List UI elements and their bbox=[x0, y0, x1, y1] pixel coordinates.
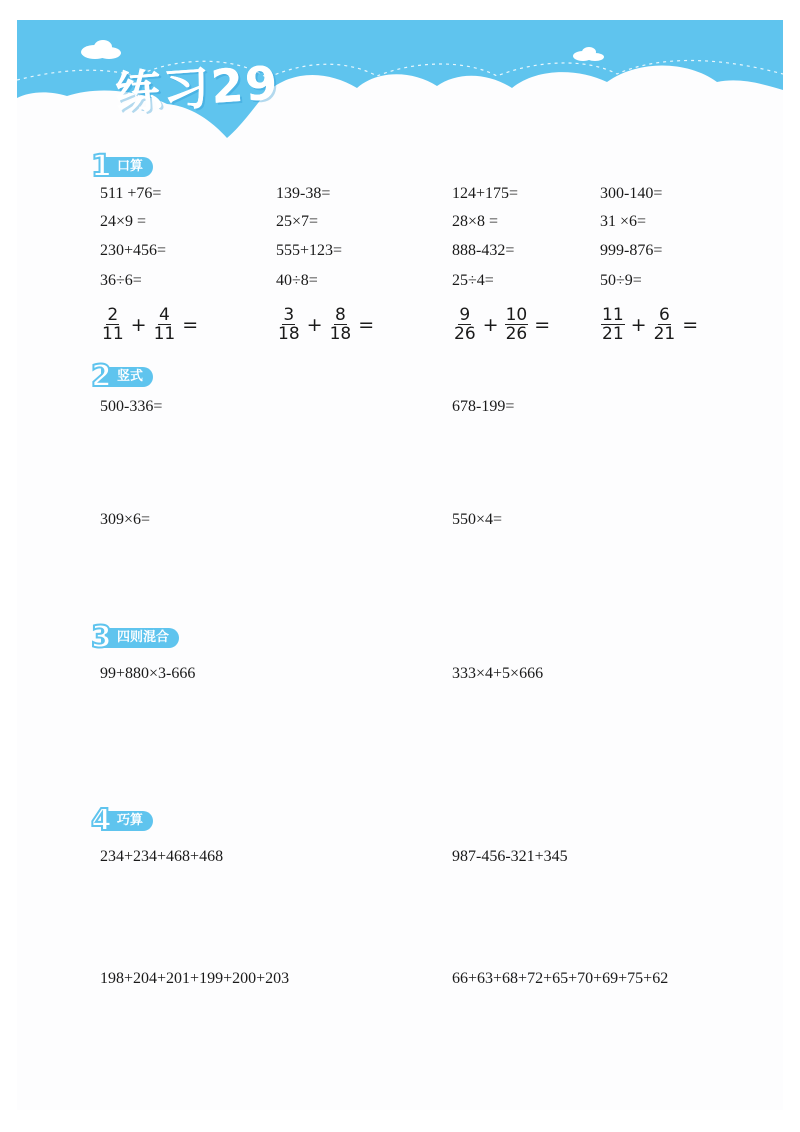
denominator: 18 bbox=[278, 324, 300, 344]
numerator: 3 bbox=[283, 305, 295, 325]
mental-problem: 31 ×6= bbox=[600, 213, 647, 230]
operator: + bbox=[130, 313, 147, 336]
clever-problem: 198+204+201+199+200+203 bbox=[100, 970, 290, 987]
section-label: 口算 bbox=[101, 157, 153, 177]
numerator: 10 bbox=[505, 305, 528, 325]
mental-problem: 999-876= bbox=[600, 242, 663, 259]
numerator: 11 bbox=[602, 305, 624, 325]
section-label: 巧算 bbox=[101, 811, 153, 831]
mixed-problem: 99+880×3-666 bbox=[100, 665, 196, 682]
section-2-header bbox=[91, 359, 153, 394]
mental-problem: 124+175= bbox=[452, 185, 519, 202]
fraction bbox=[101, 306, 125, 343]
numerator: 8 bbox=[334, 305, 346, 325]
fraction bbox=[329, 306, 353, 343]
operator: + bbox=[482, 313, 499, 336]
fraction-problem bbox=[451, 306, 554, 343]
fraction bbox=[453, 306, 477, 343]
fraction bbox=[277, 306, 301, 343]
denominator: 21 bbox=[602, 324, 624, 344]
numerator: 9 bbox=[459, 305, 471, 325]
mental-problem: 25÷4= bbox=[452, 272, 494, 289]
mental-problem: 139-38= bbox=[276, 185, 331, 202]
vertical-problem: 678-199= bbox=[452, 398, 515, 415]
vertical-problem: 500-336= bbox=[100, 398, 163, 415]
mental-problem: 511 +76= bbox=[100, 185, 162, 202]
equals-sign: = bbox=[534, 313, 551, 336]
equals-sign: = bbox=[358, 313, 375, 336]
fraction bbox=[505, 306, 529, 343]
denominator: 11 bbox=[102, 324, 124, 344]
mental-problem: 300-140= bbox=[600, 185, 663, 202]
fraction-problem bbox=[99, 306, 202, 343]
fraction-problem bbox=[599, 306, 702, 343]
mental-problem: 888-432= bbox=[452, 242, 515, 259]
numerator: 4 bbox=[158, 305, 170, 325]
section-number: 2 bbox=[91, 359, 112, 394]
equals-sign: = bbox=[182, 313, 199, 336]
clever-problem: 66+63+68+72+65+70+69+75+62 bbox=[452, 970, 669, 987]
section-number: 3 bbox=[91, 620, 112, 655]
denominator: 26 bbox=[454, 324, 476, 344]
numerator: 6 bbox=[658, 305, 670, 325]
mental-problem: 28×8 = bbox=[452, 213, 499, 230]
section-number: 1 bbox=[91, 149, 112, 184]
mental-problem: 555+123= bbox=[276, 242, 343, 259]
mental-problem: 24×9 = bbox=[100, 213, 147, 230]
denominator: 26 bbox=[505, 324, 528, 344]
mixed-problem: 333×4+5×666 bbox=[452, 665, 544, 682]
section-number: 4 bbox=[91, 803, 112, 838]
fraction bbox=[153, 306, 177, 343]
operator: + bbox=[630, 313, 647, 336]
vertical-problem: 550×4= bbox=[452, 511, 503, 528]
section-label: 竖式 bbox=[101, 367, 153, 387]
section-1-header bbox=[91, 149, 153, 184]
mental-problem: 36÷6= bbox=[100, 272, 142, 289]
denominator: 11 bbox=[153, 324, 176, 344]
section-4-header bbox=[91, 803, 153, 838]
fraction bbox=[601, 306, 625, 343]
mental-problem: 25×7= bbox=[276, 213, 319, 230]
denominator: 18 bbox=[329, 324, 352, 344]
page-title: 练习29 bbox=[113, 55, 281, 121]
clever-problem: 987-456-321+345 bbox=[452, 848, 568, 865]
mental-problem: 230+456= bbox=[100, 242, 167, 259]
mental-problem: 50÷9= bbox=[600, 272, 642, 289]
fraction-problem bbox=[275, 306, 378, 343]
clever-problem: 234+234+468+468 bbox=[100, 848, 224, 865]
denominator: 21 bbox=[653, 324, 676, 344]
vertical-problem: 309×6= bbox=[100, 511, 151, 528]
numerator: 2 bbox=[107, 305, 119, 325]
section-label: 四则混合 bbox=[101, 628, 179, 648]
equals-sign: = bbox=[682, 313, 699, 336]
fraction bbox=[653, 306, 677, 343]
operator: + bbox=[306, 313, 323, 336]
section-3-header bbox=[91, 620, 179, 655]
mental-problem: 40÷8= bbox=[276, 272, 318, 289]
